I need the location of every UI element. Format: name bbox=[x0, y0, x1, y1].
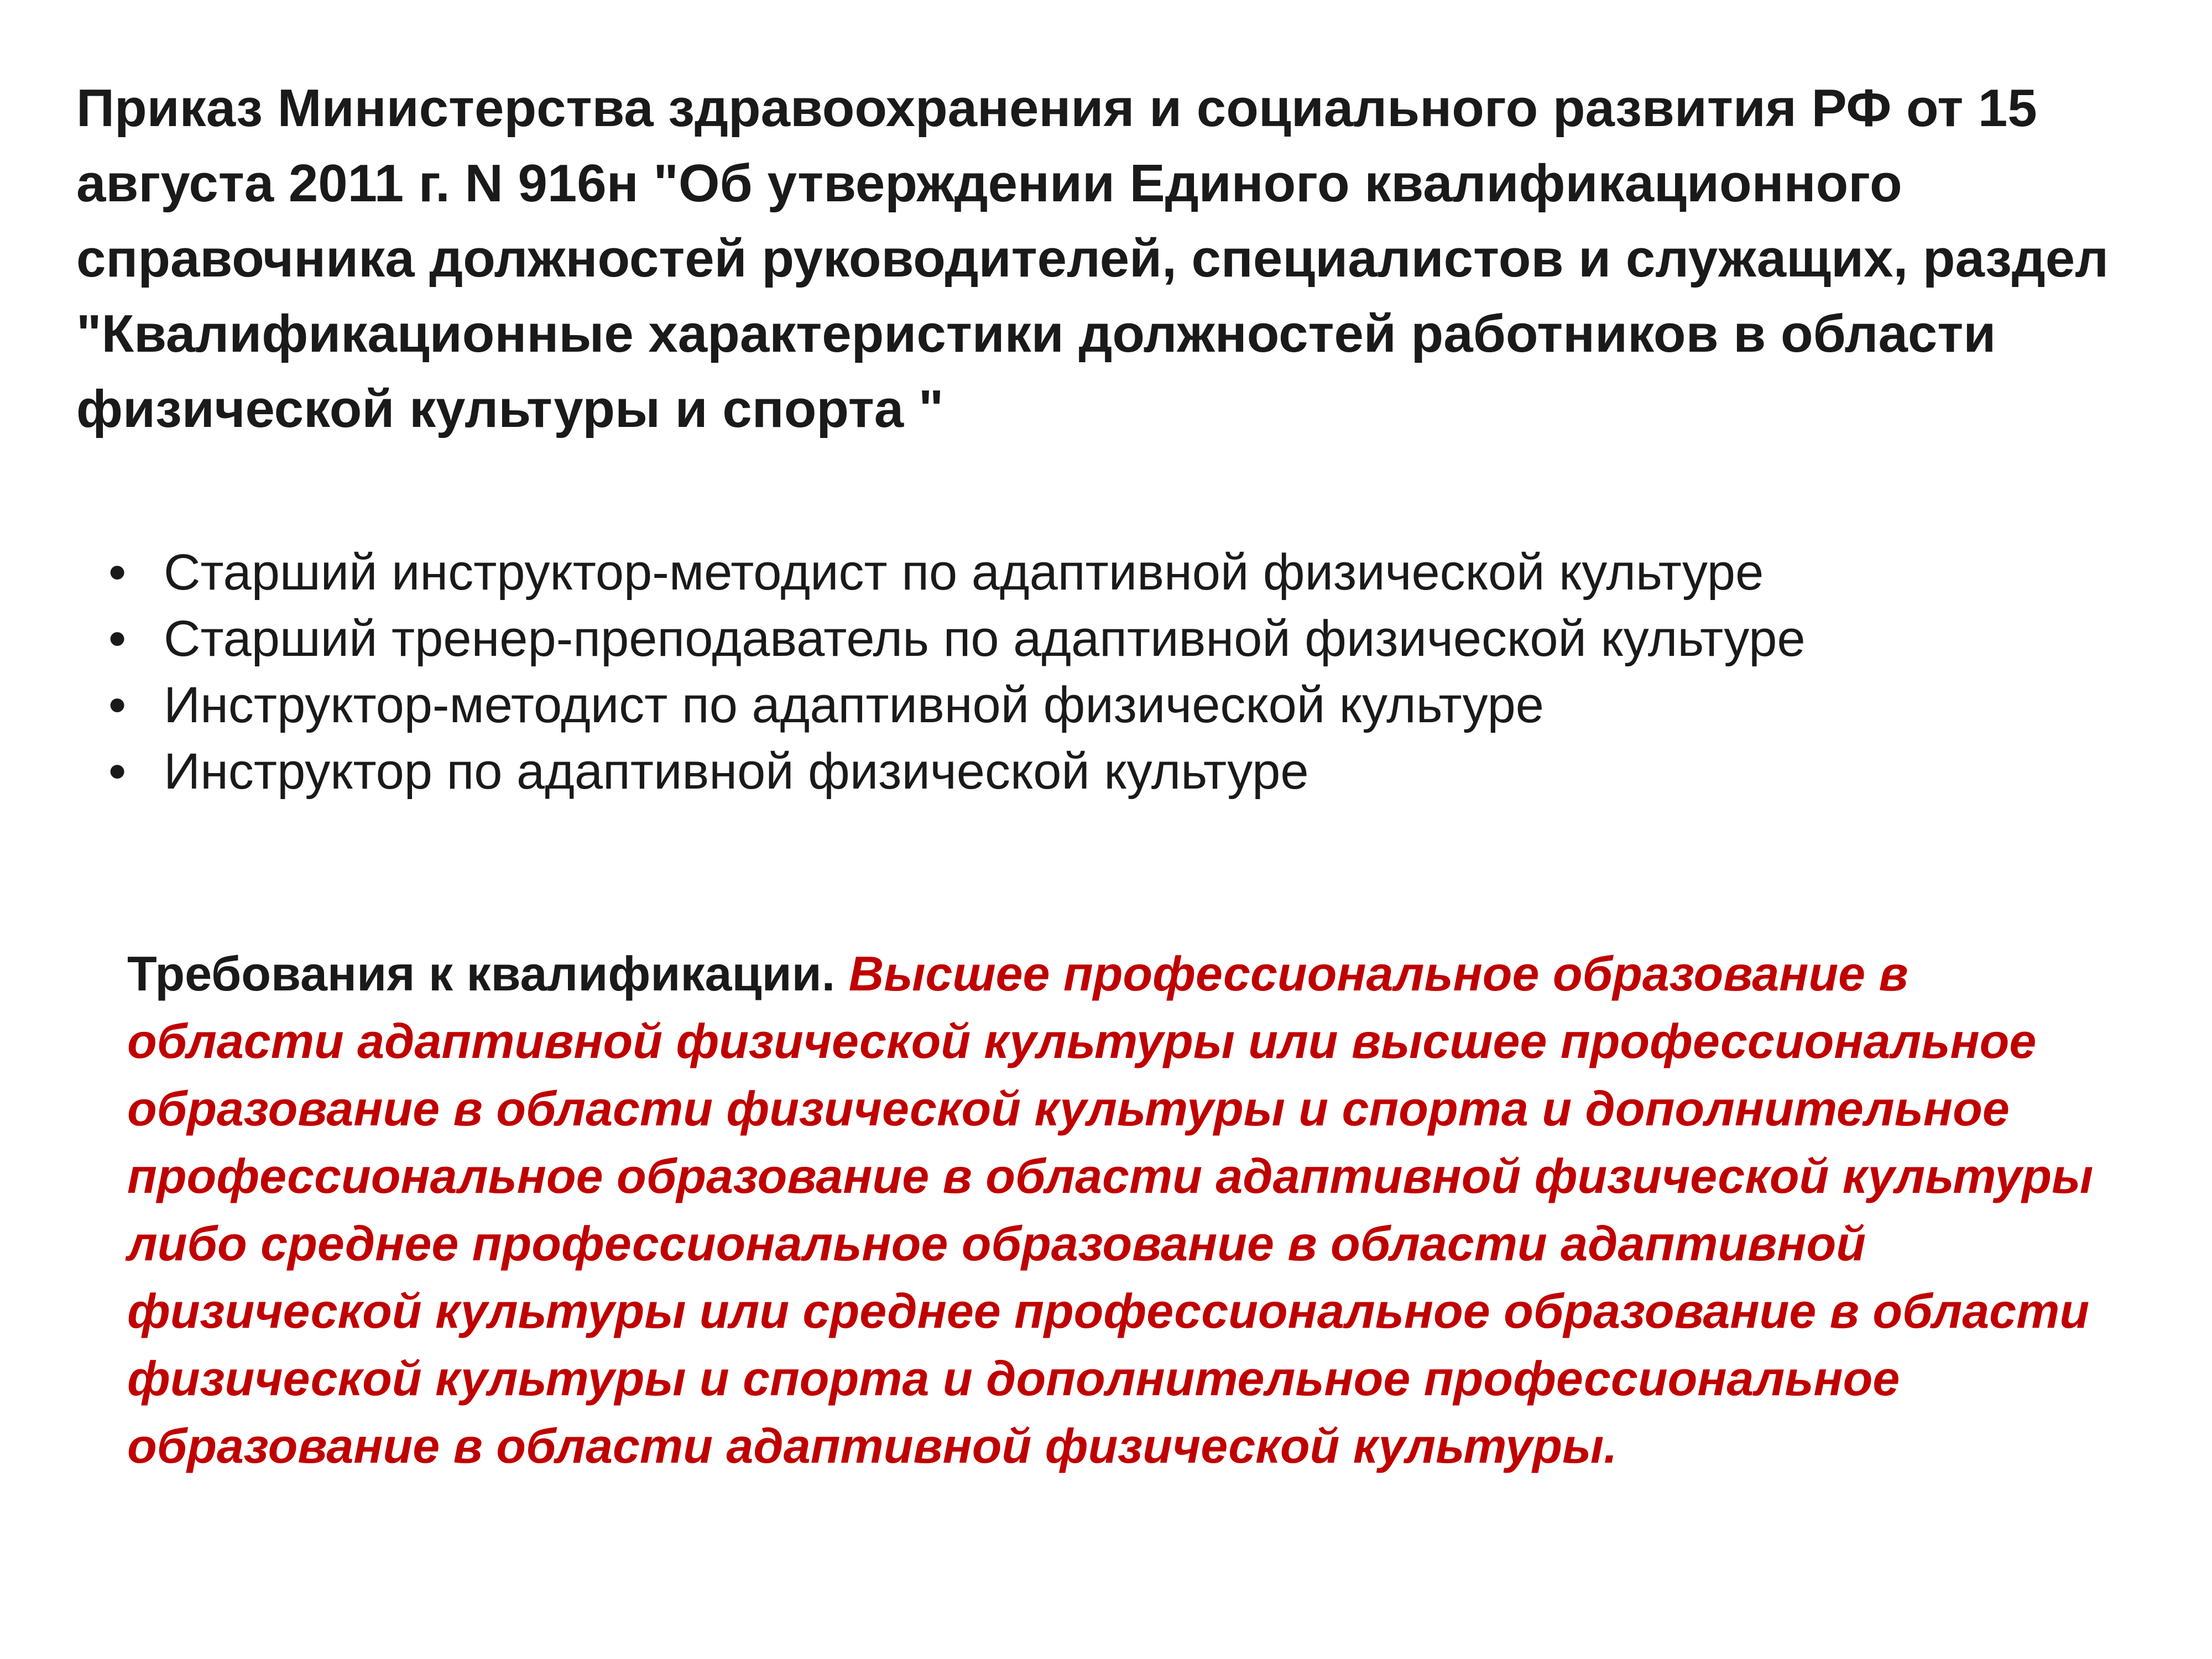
list-item-text: Инструктор-методист по адаптивной физической культуре bbox=[164, 677, 1544, 733]
bullet-icon: • bbox=[108, 611, 127, 667]
slide-title: Приказ Министерства здравоохранения и социального развития РФ от 15 августа 2011 г. N 916н "Об утверждении Единого квалификационного справочника должностей руководителей, специалистов и служащих, раздел "Квалификационные характеристики должностей работников в области физической культуры и спорта " bbox=[76, 79, 2109, 439]
list-item bbox=[108, 539, 2154, 606]
requirements-paragraph bbox=[127, 940, 2107, 1480]
requirements-label: Требования к квалификации. bbox=[127, 946, 836, 1001]
bullet-icon: • bbox=[108, 677, 127, 733]
list-item bbox=[108, 672, 2154, 738]
requirements-text: Высшее профессиональное образование в области адаптивной физической культуры или высшее профессиональное образование в области физической культуры и спорта и дополнительное профессиональное образование в области адаптивной физической культуры либо среднее профессиональное образование в области адаптивной физической культуры или среднее профессиональное образование в области физической культуры и спорта и дополнительное профессиональное образование в области адаптивной физической культуры. bbox=[127, 946, 2094, 1473]
list-item bbox=[108, 606, 2154, 672]
positions-list bbox=[108, 539, 2154, 805]
list-item-text: Старший инструктор-методист по адаптивной физической культуре bbox=[164, 544, 1764, 601]
list-item-text: Старший тренер-преподаватель по адаптивной физической культуре bbox=[164, 611, 1806, 667]
list-item bbox=[108, 738, 2154, 805]
bullet-icon: • bbox=[108, 743, 127, 800]
bullet-icon: • bbox=[108, 544, 127, 601]
list-item-text: Инструктор по адаптивной физической культуре bbox=[164, 743, 1309, 800]
